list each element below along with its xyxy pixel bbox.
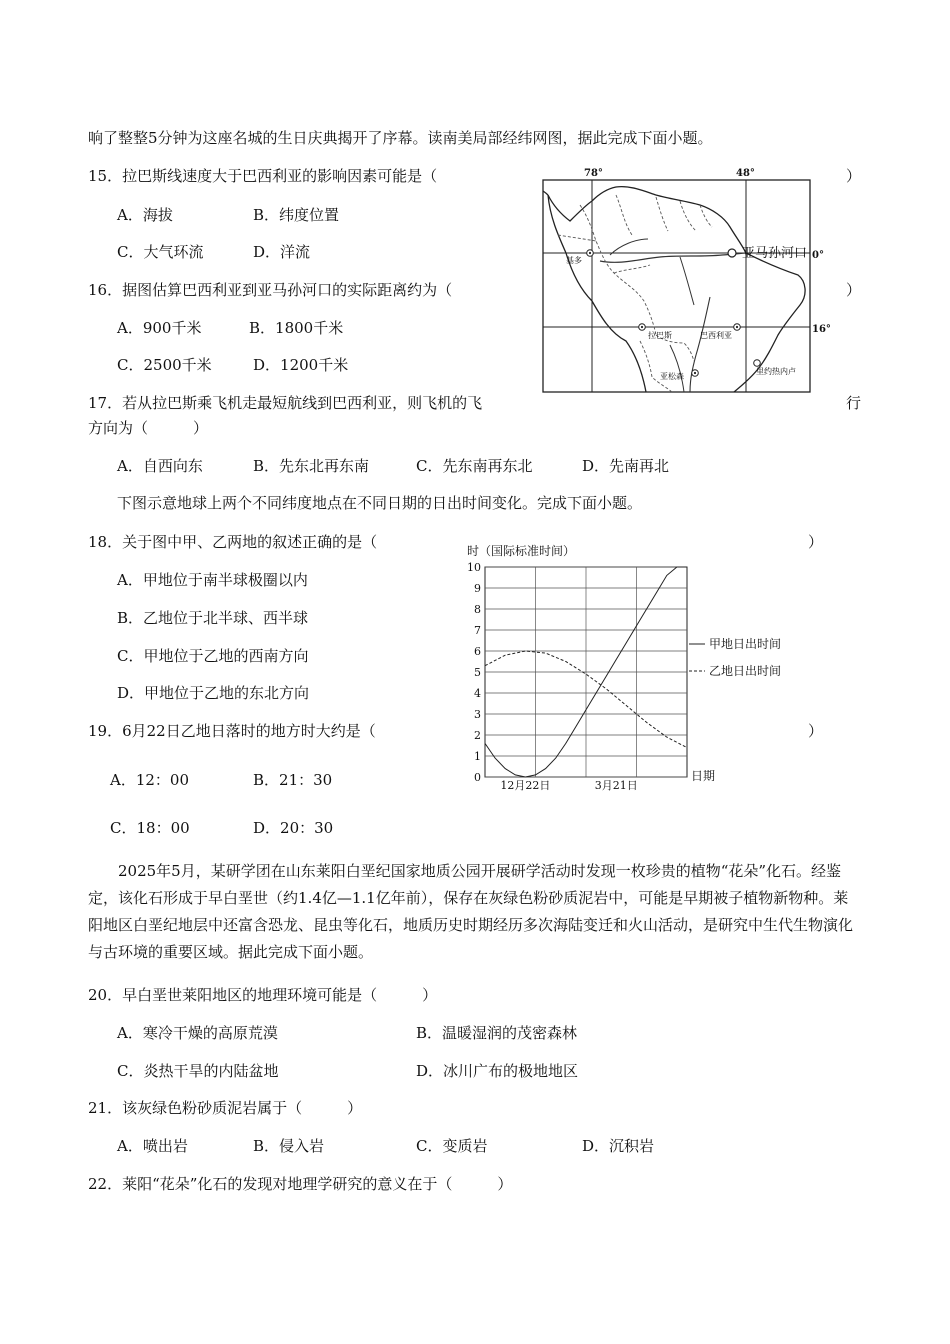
q15-option-c[interactable]: C．大气环流 [117,243,204,261]
q15-stem: 15．拉巴斯线速度大于巴西利亚的影响因素可能是（ [88,167,438,185]
q15-close: ） [846,167,862,185]
chart-ytick-label: 9 [474,582,481,595]
map-label-rio: 里约热内卢 [756,367,796,376]
chart-ytick-label: 6 [474,645,481,658]
map-label-brasilia: 巴西利亚 [700,331,732,340]
section2-intro: 下图示意地球上两个不同纬度地点在不同日期的日出时间变化。完成下面小题。 [117,494,643,512]
map-label-la-paz: 拉巴斯 [648,331,672,340]
q20-option-a[interactable]: A．寒冷干燥的高原荒漠 [117,1024,278,1042]
chart-ytick-label: 4 [474,687,481,700]
q18-option-d[interactable]: D．甲地位于乙地的东北方向 [117,684,310,702]
q18-option-a[interactable]: A．甲地位于南半球极圈以内 [117,571,308,589]
q18-option-b[interactable]: B．乙地位于北半球、西半球 [117,609,309,627]
q17-option-b[interactable]: B．先东北再东南 [253,457,370,475]
map-label-asuncion: 亚松森 [660,372,684,381]
q18-option-c[interactable]: C．甲地位于乙地的西南方向 [117,647,309,665]
chart-ytick-label: 8 [474,603,481,616]
q19-close: ） [808,722,824,740]
map-lon-48: 48° [736,168,755,179]
q16-option-c[interactable]: C．2500千米 [117,356,212,374]
q16-option-a[interactable]: A．900千米 [117,319,202,337]
chart-xtick-label: 3月21日 [594,779,638,792]
q21-stem: 21．该灰绿色粉砂质泥岩属于（ ） [88,1099,363,1117]
legend-yi: 乙地日出时间 [709,664,782,678]
q17-option-c[interactable]: C．先东南再东北 [416,457,533,475]
q19-option-a[interactable]: A．12：00 [110,771,190,789]
q17-option-a[interactable]: A．自西向东 [117,457,203,475]
chart-ytick-label: 7 [474,624,481,637]
chart-ytick-label: 3 [474,708,481,721]
q17-option-d[interactable]: D．先南再北 [582,457,670,475]
q16-option-b[interactable]: B．1800千米 [249,319,344,337]
chart-xtick-label: 12月22日 [500,779,551,792]
q21-option-a[interactable]: A．喷出岩 [117,1137,188,1155]
chart-ytick-label: 1 [474,750,481,763]
q15-option-d[interactable]: D．洋流 [253,243,311,261]
q19-option-d[interactable]: D．20：30 [253,819,334,837]
q20-option-d[interactable]: D．冰川广布的极地地区 [416,1062,579,1080]
chart-ytick-label: 5 [474,666,481,679]
south-america-map [540,165,840,397]
map-lat-0: 0° [812,250,824,261]
q15-option-a[interactable]: A．海拔 [117,206,173,224]
legend-jia: 甲地日出时间 [709,637,782,651]
q20-option-c[interactable]: C．炎热干旱的内陆盆地 [117,1062,279,1080]
q21-option-b[interactable]: B．侵入岩 [253,1137,325,1155]
sunrise-chart [455,540,805,800]
q17-stem-line2: 方向为（ ） [88,419,209,437]
q19-option-b[interactable]: B．21：30 [253,771,333,789]
q16-stem: 16．据图估算巴西利亚到亚马孙河口的实际距离约为（ [88,281,453,299]
chart-ytick-label: 2 [474,729,481,742]
map-lat-16: 16° [812,324,831,335]
q21-option-c[interactable]: C．变质岩 [416,1137,488,1155]
chart-xlabel: 日期 [691,769,716,783]
intro-line: 响了整整5分钟为这座名城的生日庆典揭开了序幕。读南美局部经纬网图，据此完成下面小题。 [88,129,713,147]
map-lon-78: 78° [584,168,603,179]
chart-ylabel: 时（国际标准时间） [467,544,576,558]
map-label-amazon-mouth: 亚马孙河口 [742,246,808,261]
q21-option-d[interactable]: D．沉积岩 [582,1137,655,1155]
q19-option-c[interactable]: C．18：00 [110,819,190,837]
chart-ytick-label: 10 [467,561,481,574]
chart-ytick-label: 0 [474,771,481,784]
q20-option-b[interactable]: B．温暖湿润的茂密森林 [416,1024,578,1042]
q19-stem: 19．6月22日乙地日落时的地方时大约是（ [88,722,376,740]
q18-close: ） [808,533,824,551]
q18-stem: 18．关于图中甲、乙两地的叙述正确的是（ [88,533,378,551]
q15-option-b[interactable]: B．纬度位置 [253,206,340,224]
q16-option-d[interactable]: D．1200千米 [253,356,349,374]
q17-stem: 17．若从拉巴斯乘飞机走最短航线到巴西利亚，则飞机的飞 [88,394,483,412]
map-label-quito: 基多 [566,256,582,265]
section3-paragraph: 2025年5月，某研学团在山东莱阳白垩纪国家地质公园开展研学活动时发现一枚珍贵的植物“花朵”化石。经鉴定，该化石形成于早白垩世（约1.4亿—1.1亿年前），保存在灰绿色粉砂质泥岩中，可能是早期被子植物新物种。莱阳地区白垩纪地层中还富含恐龙、昆虫等化石，地质历史时期经历多次海陆变迁和火山活动，是研究中生代生物演化与古环境的重要区域。据此完成下面小题。 [88,862,854,961]
q16-close: ） [846,281,862,299]
q22-stem: 22．莱阳“花朵”化石的发现对地理学研究的意义在于（ ） [88,1175,513,1193]
q17-stem-end: 行 [846,394,862,412]
q20-stem: 20．早白垩世莱阳地区的地理环境可能是（ ） [88,986,438,1004]
